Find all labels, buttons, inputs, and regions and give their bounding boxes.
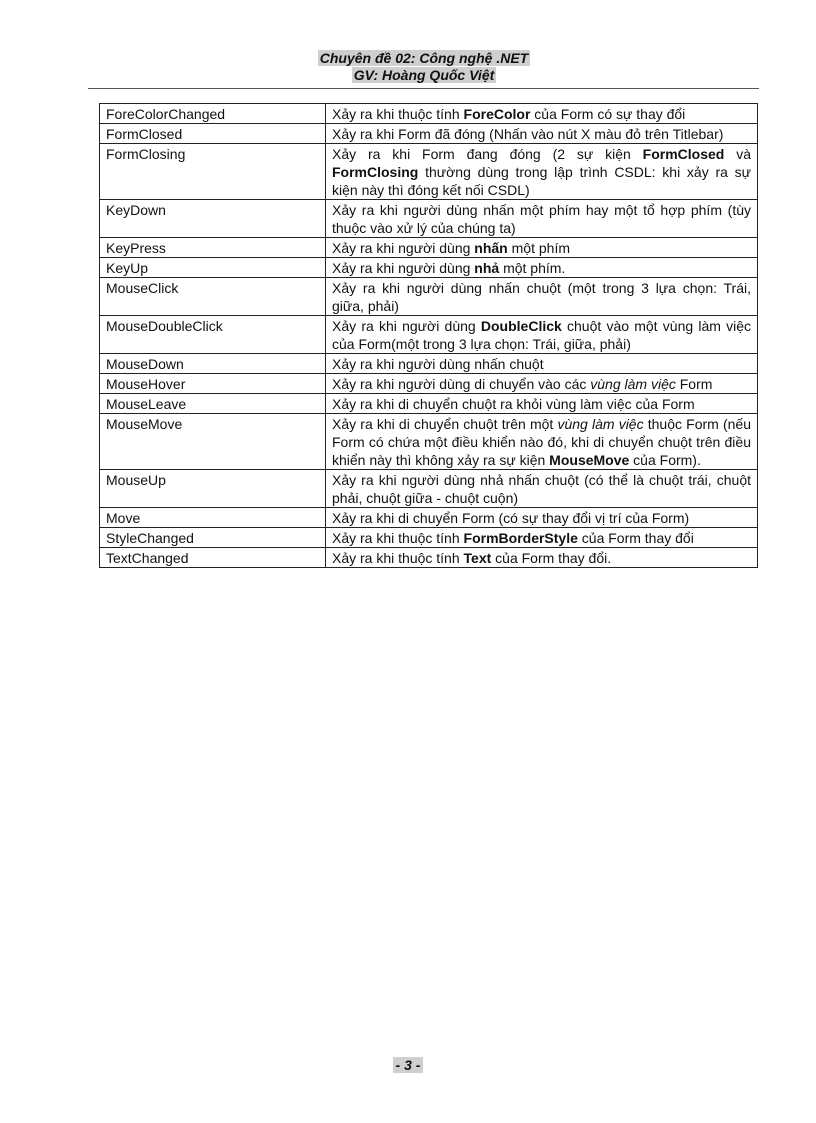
emphasis-bold: ForeColor (463, 106, 531, 122)
description-text: Xảy ra khi di chuyển Form (có sự thay đổi vị trí của Form) (332, 510, 690, 526)
event-name-cell: MouseDoubleClick (100, 316, 326, 354)
description-text: thường dùng trong lập trình CSDL: khi xảy ra sự kiện này thì đóng kết nối CSDL) (332, 164, 751, 198)
event-name-cell: MouseDown (100, 354, 326, 374)
table-row (100, 374, 758, 394)
description-text: của Form thay đổi. (491, 550, 612, 566)
emphasis-bold: MouseMove (549, 452, 630, 468)
event-description-cell (326, 470, 758, 508)
table-row (100, 414, 758, 470)
event-description-cell (326, 278, 758, 316)
event-name-cell: KeyPress (100, 238, 326, 258)
emphasis-bold: FormBorderStyle (463, 530, 578, 546)
emphasis-bold: DoubleClick (480, 318, 562, 334)
description-text: Xảy ra khi di chuyển chuột ra khỏi vùng làm việc của Form (332, 396, 695, 412)
description-text: Form (675, 376, 713, 392)
description-text: Xảy ra khi người dùng nhả nhấn chuột (có thể là chuột trái, chuột phải, chuột giữa - chuột cuộn) (332, 472, 751, 506)
description-text: của Form). (629, 452, 701, 468)
description-text: thuộc Form (nếu Form có chứa một điều khiển nào đó, khi di chuyển chuột trên điều khiển này thì không xảy ra sự kiện (332, 416, 751, 468)
event-name-cell: MouseHover (100, 374, 326, 394)
description-text: Xảy ra khi thuộc tính (332, 106, 464, 122)
description-text: Xảy ra khi người dùng nhấn chuột (332, 356, 544, 372)
course-title: Chuyên đề 02: Công nghệ .NET (319, 50, 529, 66)
event-name-cell: FormClosing (100, 144, 326, 200)
event-description-cell (326, 374, 758, 394)
event-name-cell: FormClosed (100, 124, 326, 144)
description-text: Xảy ra khi di chuyển chuột trên một (332, 416, 558, 432)
description-text: Xảy ra khi thuộc tính (332, 530, 464, 546)
event-description-cell (326, 548, 758, 568)
event-description-cell (326, 144, 758, 200)
table-row (100, 238, 758, 258)
table-row (100, 104, 758, 124)
description-text: Xảy ra khi Form đang đóng (2 sự kiện (332, 146, 643, 162)
page-header (90, 50, 758, 84)
table-row (100, 124, 758, 144)
form-events-table (99, 103, 758, 568)
table-row (100, 316, 758, 354)
event-name-cell: MouseUp (100, 470, 326, 508)
table-row (100, 258, 758, 278)
table-row (100, 528, 758, 548)
emphasis-bold: nhấn (474, 240, 508, 256)
emphasis-italic: vùng làm việc (557, 416, 644, 432)
event-description-cell (326, 104, 758, 124)
header-divider (88, 88, 759, 89)
emphasis-bold: Text (463, 550, 492, 566)
description-text: Xảy ra khi người dùng (332, 240, 475, 256)
event-description-cell (326, 394, 758, 414)
event-name-cell: TextChanged (100, 548, 326, 568)
description-text: Xảy ra khi người dùng (332, 260, 475, 276)
table-row (100, 470, 758, 508)
emphasis-bold: FormClosed (642, 146, 725, 162)
event-name-cell: KeyDown (100, 200, 326, 238)
table-row (100, 354, 758, 374)
event-name-cell: Move (100, 508, 326, 528)
description-text: Xảy ra khi người dùng nhấn chuột (một trong 3 lựa chọn: Trái, giữa, phải) (332, 280, 751, 314)
description-text: một phím. (499, 260, 566, 276)
event-name-cell: MouseLeave (100, 394, 326, 414)
lecturer-name: GV: Hoàng Quốc Việt (353, 67, 495, 83)
event-name-cell: MouseMove (100, 414, 326, 470)
event-name-cell: MouseClick (100, 278, 326, 316)
table-row (100, 200, 758, 238)
description-text: Xảy ra khi người dùng (332, 318, 481, 334)
description-text: chuột vào một vùng làm việc của Form(một trong 3 lựa chọn: Trái, giữa, phải) (332, 318, 752, 352)
event-description-cell (326, 414, 758, 470)
emphasis-bold: nhả (474, 260, 500, 276)
description-text: của Form thay đổi (577, 530, 694, 546)
description-text: Xảy ra khi người dùng di chuyển vào các (332, 376, 591, 392)
page-footer (0, 1057, 816, 1073)
description-text: và (724, 146, 751, 162)
event-name-cell: ForeColorChanged (100, 104, 326, 124)
event-description-cell (326, 508, 758, 528)
emphasis-italic: vùng làm việc (590, 376, 676, 392)
event-description-cell (326, 354, 758, 374)
description-text: Xảy ra khi người dùng nhấn một phím hay một tổ hợp phím (tùy thuộc vào xử lý của chúng ta) (332, 202, 751, 236)
event-name-cell: StyleChanged (100, 528, 326, 548)
emphasis-bold: FormClosing (332, 164, 419, 180)
event-description-cell (326, 124, 758, 144)
table-row (100, 278, 758, 316)
event-description-cell (326, 316, 758, 354)
table-row (100, 144, 758, 200)
event-name-cell: KeyUp (100, 258, 326, 278)
event-description-cell (326, 238, 758, 258)
table-row (100, 508, 758, 528)
description-text: Xảy ra khi Form đã đóng (Nhấn vào nút X màu đỏ trên Titlebar) (332, 126, 724, 142)
table-row (100, 394, 758, 414)
page-number: - 3 - (393, 1057, 424, 1073)
event-description-cell (326, 258, 758, 278)
event-description-cell (326, 528, 758, 548)
description-text: Xảy ra khi thuộc tính (332, 550, 464, 566)
description-text: của Form có sự thay đổi (530, 106, 686, 122)
description-text: một phím (507, 240, 570, 256)
event-description-cell (326, 200, 758, 238)
table-row (100, 548, 758, 568)
